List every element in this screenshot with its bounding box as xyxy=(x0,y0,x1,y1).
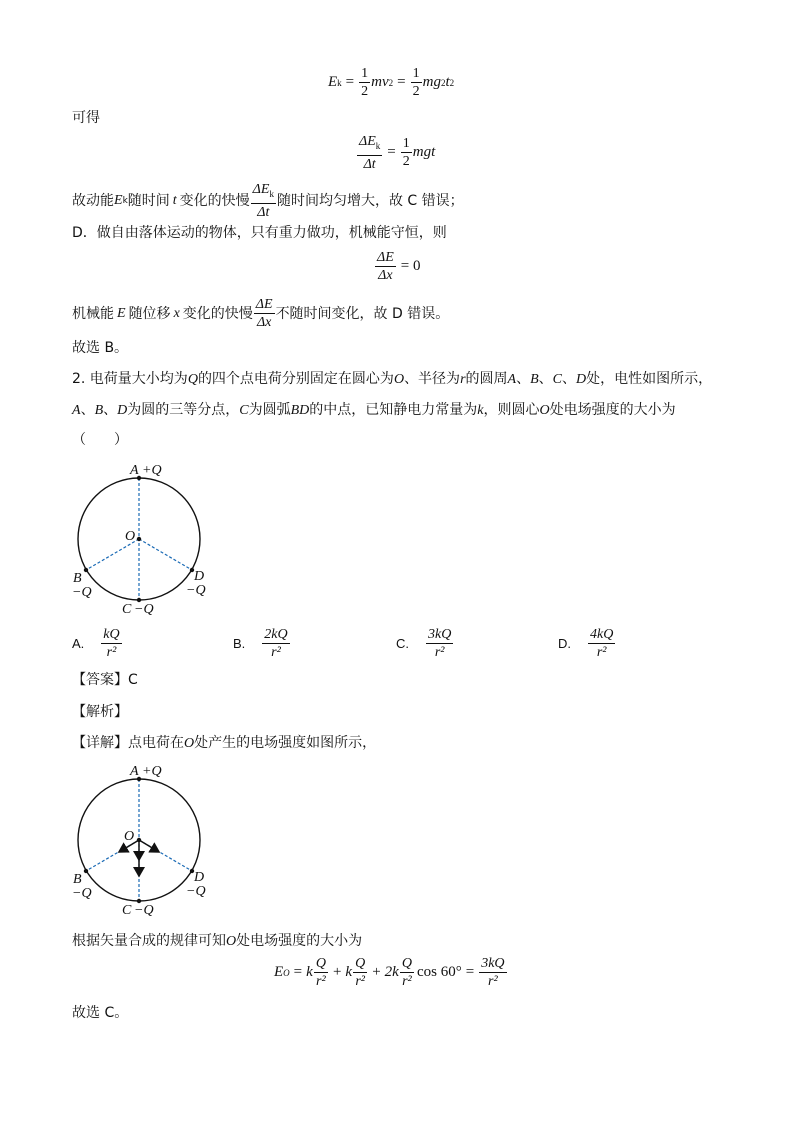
label-d-charge: −Q xyxy=(186,884,206,899)
label-d-charge: −Q xyxy=(186,583,206,598)
conclusion-d: 机械能 E 随位移 x 变化的快慢 $\frac{\Delta E}{\Delta x}$ 不随时间变化，故 D 错误。 xyxy=(72,297,450,330)
label-c-charge: −Q xyxy=(134,602,154,617)
point-b xyxy=(84,869,88,873)
label-b-charge: −Q xyxy=(72,585,92,600)
detail-line: 【详解】点电荷在O处产生的电场强度如图所示， xyxy=(72,735,377,751)
label-a: A xyxy=(130,764,139,779)
label-o: O xyxy=(124,829,135,844)
point-o xyxy=(137,838,141,842)
question2-bracket: （ ） xyxy=(72,432,128,448)
label-b: B xyxy=(73,872,82,887)
dashed-line-od xyxy=(139,539,192,570)
point-o xyxy=(137,537,141,541)
analysis-tag: 【解析】 xyxy=(72,704,128,720)
point-b xyxy=(84,568,88,572)
label-b: B xyxy=(73,571,82,586)
label-o: O xyxy=(125,529,136,544)
label-d: D xyxy=(194,870,205,885)
label-c: C xyxy=(122,602,132,617)
label-a-charge: +Q xyxy=(142,764,162,779)
label-a-charge: +Q xyxy=(142,463,162,478)
option-d[interactable]: D. $\frac{4kQ}{\text{r²}}$ xyxy=(558,627,614,660)
question2-line1: 2. 电荷量大小均为Q的四个点电荷分别固定在圆心为O、半径为r的圆周A、B、C、D处，电性如图所示， xyxy=(72,371,713,387)
option-a[interactable]: A. $\frac{kQ}{\text{r²}}$ xyxy=(72,627,120,660)
answer-line xyxy=(72,670,138,690)
option-c[interactable]: C. $\frac{3kQ}{\text{r²}}$ xyxy=(396,627,452,660)
vector-sum-line: 根据矢量合成的规律可知O处电场强度的大小为 xyxy=(72,933,363,949)
label-d: D xyxy=(194,569,205,584)
label-c: C xyxy=(122,903,132,918)
energy-rate-equation: $\frac{\Delta E_k}{\Delta t}$ = $\frac{1}{2}$ mgt xyxy=(359,134,436,172)
text-choose-b: 故选 B。 xyxy=(72,340,129,356)
vector-arrow-d xyxy=(139,840,159,852)
answer-tag: 【答案】 xyxy=(72,672,128,688)
mech-energy-rate-equation: $\frac{\Delta E}{\Delta x}$ = 0 xyxy=(377,250,421,283)
text-d-intro: D．做自由落体运动的物体，只有重力做功，机械能守恒，则 xyxy=(72,225,447,241)
option-b[interactable]: B. $\frac{2kQ}{\text{r²}}$ xyxy=(233,627,288,660)
question2-line2: A、B、D为圆的三等分点，C为圆弧BD的中点，已知静电力常量为k，则圆心O处电场强度的大小为 xyxy=(72,402,676,418)
label-c-charge: −Q xyxy=(134,903,154,918)
kinetic-energy-equation: E k = $\frac{1}{2}$ mv 2 = $\frac{1}{2}$ mg 2 t 2 xyxy=(328,66,455,99)
field-strength-equation: E O = k $\frac{Q}{\text{r²}}$ + k $\frac{Q}{\text{r²}}$ + 2k $\frac{Q}{\text{r²}}$ cos 60° = $\frac{3kQ}{\text{r²}}$ xyxy=(274,956,505,989)
text-kede: 可得 xyxy=(72,110,100,126)
final-answer: 故选 C。 xyxy=(72,1005,129,1021)
field-vector-figure xyxy=(60,758,230,920)
answer-value: C xyxy=(128,672,138,688)
charge-circle-figure xyxy=(60,458,230,618)
conclusion-c: 故动能 E k 随时间 t 变化的快慢 $\frac{\Delta E_k}{\Delta t}$ 随时间均匀增大，故 C 错误； xyxy=(72,182,464,220)
label-b-charge: −Q xyxy=(72,886,92,901)
label-a: A xyxy=(130,463,139,478)
